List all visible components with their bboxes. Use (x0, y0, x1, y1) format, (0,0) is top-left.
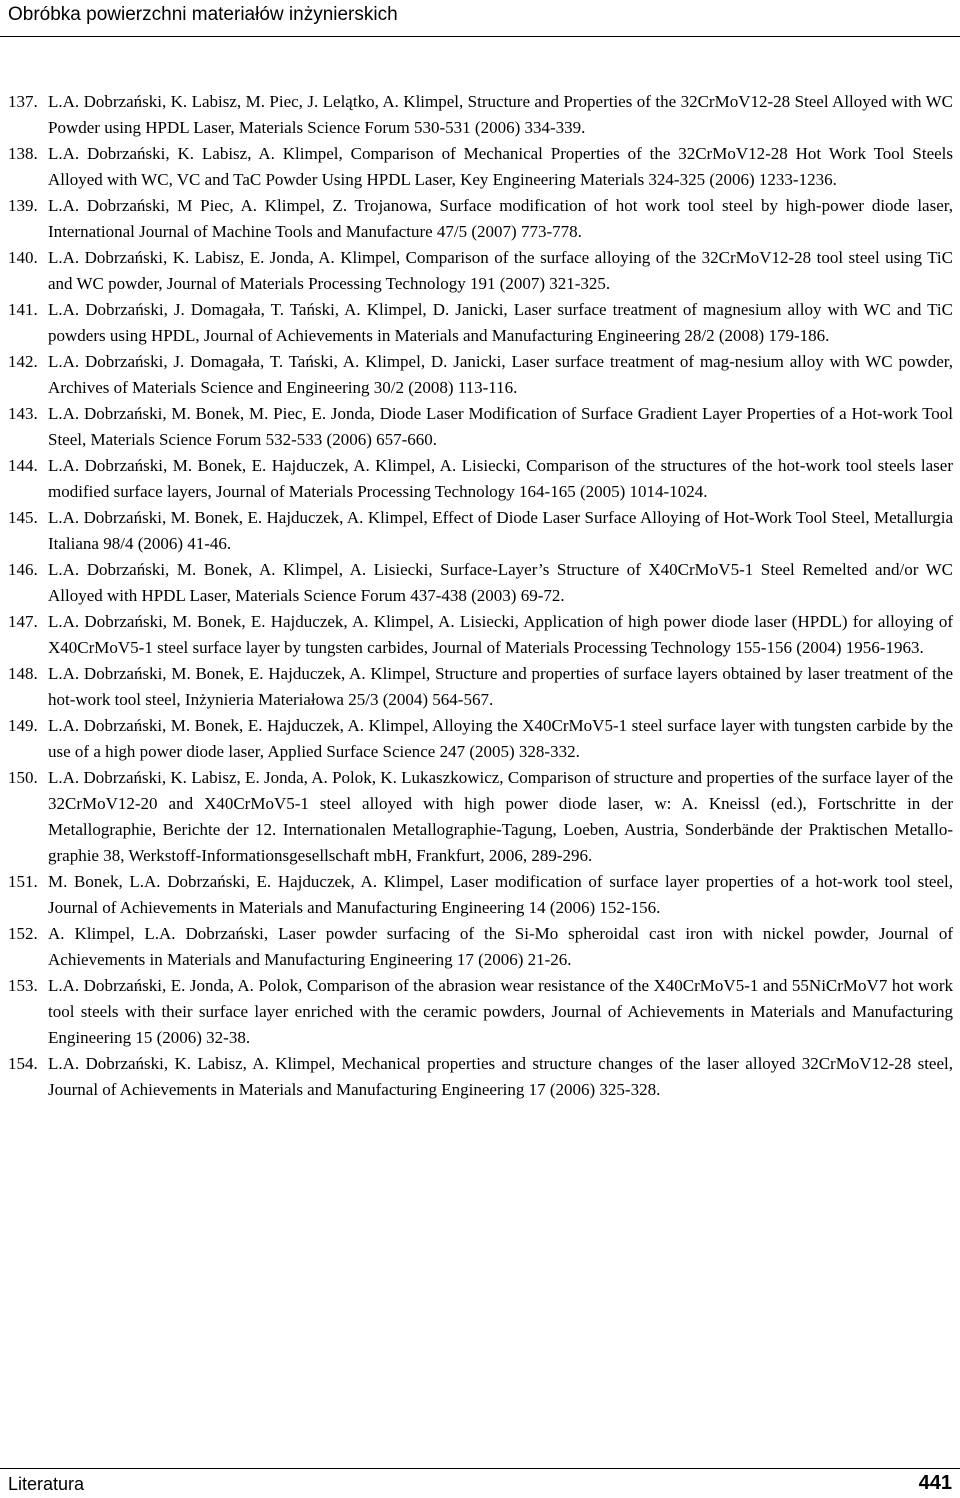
reference-text: L.A. Dobrzański, M. Bonek, A. Klimpel, A. Lisiecki, Surface-Layer’s Structure of X40CrMoV5-1 Steel Remelted and/or WC Alloyed with HPDL Laser, Materials Science Forum 437-438 (2003) 69-72. (48, 560, 953, 605)
reference-text: L.A. Dobrzański, M Piec, A. Klimpel, Z. Trojanowa, Surface modification of hot work tool steel by high-power diode laser, International Journal of Machine Tools and Manufacture 47/5 (2007) 773-778. (48, 196, 953, 241)
reference-item (8, 349, 953, 401)
reference-number: 146. (8, 560, 38, 579)
reference-text: L.A. Dobrzański, M. Bonek, E. Hajduczek, A. Klimpel, Alloying the X40CrMoV5-1 steel surface layer with tungsten carbide by the use of a high power diode laser, Applied Surface Science 247 (2005) 328-332. (48, 716, 953, 761)
page-header (0, 0, 960, 37)
reference-item (8, 869, 953, 921)
reference-item (8, 193, 953, 245)
reference-item (8, 453, 953, 505)
reference-text: L.A. Dobrzański, E. Jonda, A. Polok, Comparison of the abrasion wear resistance of the X40CrMoV5-1 and 55NiCrMoV7 hot work tool steels with their surface layer enriched with the ceramic powders, Journal of Achievements in Materials and Manufacturing Engineering 15 (2006) 32-38. (48, 976, 953, 1047)
reference-text: L.A. Dobrzański, K. Labisz, A. Klimpel, Comparison of Mechanical Properties of the 32CrMoV12-28 Hot Work Tool Steels Alloyed with WC, VC and TaC Powder Using HPDL Laser, Key Engineering Materials 324-325 (2006) 1233-1236. (48, 144, 953, 189)
reference-text: L.A. Dobrzański, J. Domagała, T. Tański, A. Klimpel, D. Janicki, Laser surface treatment of mag-nesium alloy with WC powder, Archives of Materials Science and Engineering 30/2 (2008) 113-116. (48, 352, 953, 397)
reference-item (8, 401, 953, 453)
reference-item (8, 557, 953, 609)
reference-item (8, 765, 953, 869)
reference-number: 152. (8, 924, 38, 943)
reference-text: L.A. Dobrzański, M. Bonek, E. Hajduczek, A. Klimpel, Effect of Diode Laser Surface Alloying of Hot-Work Tool Steel, Metallurgia Italiana 98/4 (2006) 41-46. (48, 508, 953, 553)
reference-item (8, 505, 953, 557)
running-title: Obróbka powierzchni materiałów inżynierskich (8, 4, 398, 25)
reference-number: 139. (8, 196, 38, 215)
reference-number: 142. (8, 352, 38, 371)
page-footer (0, 1468, 960, 1498)
reference-text: L.A. Dobrzański, J. Domagała, T. Tański, A. Klimpel, D. Janicki, Laser surface treatment of magnesium alloy with WC and TiC powders using HPDL, Journal of Achievements in Materials and Manufacturing Engineering 28/2 (2008) 179-186. (48, 300, 953, 345)
reference-item (8, 1051, 953, 1103)
reference-number: 140. (8, 248, 38, 267)
reference-item (8, 713, 953, 765)
reference-number: 147. (8, 612, 38, 631)
reference-number: 149. (8, 716, 38, 735)
reference-text: L.A. Dobrzański, K. Labisz, E. Jonda, A. Polok, K. Lukaszkowicz, Comparison of structure and properties of the surface layer of the 32CrMoV12-20 and X40CrMoV5-1 steel alloyed with high power diode laser, w: A. Kneissl (ed.), Fortschritte in der Metallographie, Berichte der 12. Internationalen Metallographie-Tagung, Loeben, Austria, Sonderbände der Praktischen Metallo-graphie 38, Werkstoff-Informationsgesellschaft mbH, Frankfurt, 2006, 289-296. (48, 768, 953, 865)
reference-number: 151. (8, 872, 38, 891)
reference-item (8, 973, 953, 1051)
reference-item (8, 141, 953, 193)
reference-text: L.A. Dobrzański, M. Bonek, E. Hajduczek, A. Klimpel, A. Lisiecki, Application of high power diode laser (HPDL) for alloying of X40CrMoV5-1 steel surface layer by tungsten carbides, Journal of Materials Processing Technology 155-156 (2004) 1956-1963. (48, 612, 953, 657)
reference-number: 141. (8, 300, 38, 319)
reference-text: L.A. Dobrzański, K. Labisz, M. Piec, J. Lelątko, A. Klimpel, Structure and Properties of the 32CrMoV12-28 Steel Alloyed with WC Powder using HPDL Laser, Materials Science Forum 530-531 (2006) 334-339. (48, 92, 953, 137)
reference-number: 150. (8, 768, 38, 787)
reference-number: 148. (8, 664, 38, 683)
reference-text: L.A. Dobrzański, M. Bonek, M. Piec, E. Jonda, Diode Laser Modification of Surface Gradient Layer Properties of a Hot-work Tool Steel, Materials Science Forum 532-533 (2006) 657-660. (48, 404, 953, 449)
reference-text: L.A. Dobrzański, M. Bonek, E. Hajduczek, A. Klimpel, Structure and properties of surface layers obtained by laser treatment of the hot-work tool steel, Inżynieria Materiałowa 25/3 (2004) 564-567. (48, 664, 953, 709)
reference-text: L.A. Dobrzański, M. Bonek, E. Hajduczek, A. Klimpel, A. Lisiecki, Comparison of the structures of the hot-work tool steels laser modified surface layers, Journal of Materials Processing Technology 164-165 (2005) 1014-1024. (48, 456, 953, 501)
reference-number: 144. (8, 456, 38, 475)
reference-text: M. Bonek, L.A. Dobrzański, E. Hajduczek, A. Klimpel, Laser modification of surface layer properties of a hot-work tool steel, Journal of Achievements in Materials and Manufacturing Engineering 14 (2006) 152-156. (48, 872, 953, 917)
reference-number: 143. (8, 404, 38, 423)
footer-section-title: Literatura (8, 1474, 85, 1494)
reference-number: 145. (8, 508, 38, 527)
reference-number: 154. (8, 1054, 38, 1073)
reference-item (8, 609, 953, 661)
reference-item (8, 89, 953, 141)
reference-item (8, 921, 953, 973)
reference-item (8, 661, 953, 713)
reference-item (8, 245, 953, 297)
reference-text: A. Klimpel, L.A. Dobrzański, Laser powder surfacing of the Si-Mo spheroidal cast iron with nickel powder, Journal of Achievements in Materials and Manufacturing Engineering 17 (2006) 21-26. (48, 924, 953, 969)
reference-number: 137. (8, 92, 38, 111)
reference-text: L.A. Dobrzański, K. Labisz, E. Jonda, A. Klimpel, Comparison of the surface alloying of the 32CrMoV12-28 tool steel using TiC and WC powder, Journal of Materials Processing Technology 191 (2007) 321-325. (48, 248, 953, 293)
reference-item (8, 297, 953, 349)
reference-number: 138. (8, 144, 38, 163)
page-number: 441 (918, 1472, 952, 1494)
reference-text: L.A. Dobrzański, K. Labisz, A. Klimpel, Mechanical properties and structure changes of the laser alloyed 32CrMoV12-28 steel, Journal of Achievements in Materials and Manufacturing Engineering 17 (2006) 325-328. (48, 1054, 953, 1099)
reference-number: 153. (8, 976, 38, 995)
reference-list (8, 89, 953, 1103)
